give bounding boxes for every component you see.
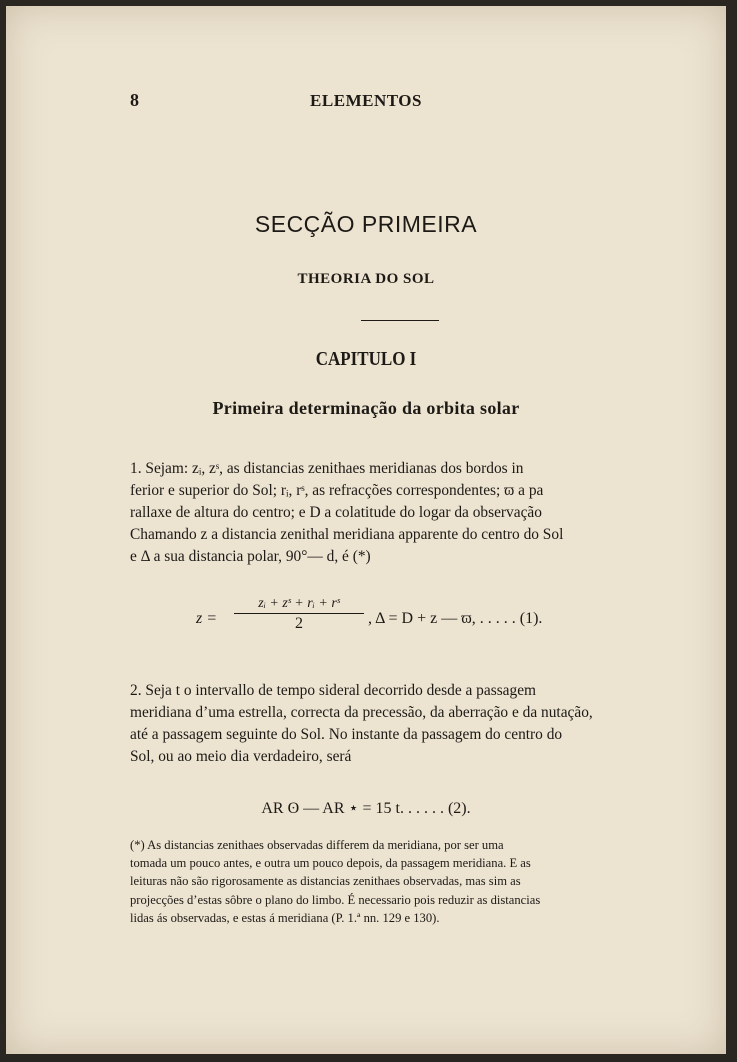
subsection-heading: THEORIA DO SOL bbox=[297, 271, 435, 287]
footnote-line: tomada um pouco antes, e outra um pouco depois, da passagem meridiana. E as bbox=[130, 856, 531, 871]
paragraph-line: 1. Sejam: zᵢ, zˢ, as distancias zenithaes meridianas dos bordos in bbox=[130, 460, 524, 477]
paragraph-line: rallaxe de altura do centro; e D a colatitude do logar da observação bbox=[130, 504, 542, 521]
paragraph-line: ferior e superior do Sol; rᵢ, rˢ, as refracções correspondentes; ϖ a pa bbox=[130, 482, 544, 499]
fraction-numerator: zᵢ + zˢ + rᵢ + rˢ bbox=[258, 596, 340, 611]
fraction-denominator: 2 bbox=[295, 615, 303, 632]
footnote-line: leituras não são rigorosamente as distancias zenithaes observadas, mas sim as bbox=[130, 874, 521, 889]
paragraph-1 bbox=[130, 458, 675, 568]
paragraph-2 bbox=[130, 680, 675, 768]
divider-rule bbox=[361, 320, 439, 321]
footnote-line: projecções d’estas sôbre o plano do limbo. É necessario pois reduzir as distancias bbox=[130, 892, 541, 907]
equation-rest: , Δ = D + z — ϖ, . . . . . (1). bbox=[368, 610, 543, 627]
footnote bbox=[130, 836, 675, 927]
running-title: ELEMENTOS bbox=[310, 91, 422, 110]
paragraph-line: meridiana d’uma estrella, correcta da precessão, da aberração e da nutação, bbox=[130, 704, 593, 721]
paragraph-line: até a passagem seguinte do Sol. No instante da passagem do centro do bbox=[130, 726, 563, 743]
equation-lhs: z = bbox=[196, 610, 218, 627]
paragraph-line: Sol, ou ao meio dia verdadeiro, será bbox=[130, 748, 352, 765]
footnote-line: lidas ás observadas, e estas á meridiana (P. 1.ª nn. 129 e 130). bbox=[130, 910, 440, 925]
book-page bbox=[6, 6, 726, 1054]
chapter-heading: CAPITULO I bbox=[315, 348, 417, 370]
paragraph-line: e Δ a sua distancia polar, 90°— d, é (*) bbox=[130, 548, 371, 565]
chapter-title: Primeira determinação da orbita solar bbox=[212, 398, 520, 418]
paragraph-line: Chamando z a distancia zenithal meridiana apparente do centro do Sol bbox=[130, 526, 564, 543]
footnote-line: (*) As distancias zenithaes observadas differem da meridiana, por ser uma bbox=[130, 838, 504, 852]
section-heading: SECÇÃO PRIMEIRA bbox=[254, 211, 478, 237]
equation-2: AR ʘ — AR ⋆ = 15 t. . . . . . (2). bbox=[261, 800, 471, 817]
page-number: 8 bbox=[130, 90, 139, 110]
fraction bbox=[234, 596, 364, 633]
equation-1 bbox=[196, 596, 616, 646]
paragraph-line: 2. Seja t o intervallo de tempo sideral decorrido desde a passagem bbox=[130, 682, 537, 699]
fraction-bar bbox=[234, 613, 364, 614]
